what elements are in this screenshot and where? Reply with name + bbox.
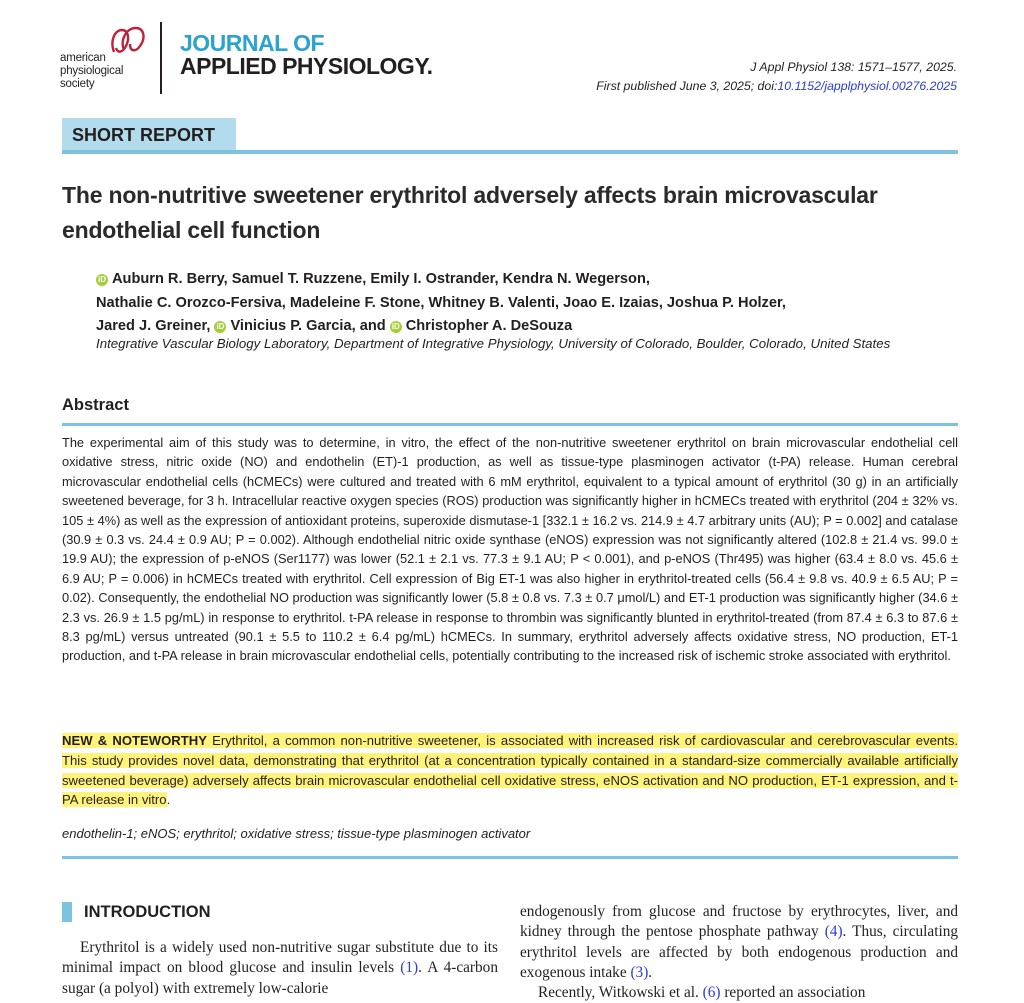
society-name-line: physiological bbox=[60, 65, 124, 77]
reference-link[interactable]: (4) bbox=[824, 923, 843, 941]
keywords: endothelin-1; eNOS; erythritol; oxidative stress; tissue-type plasminogen activator bbox=[62, 826, 531, 841]
author-list bbox=[96, 268, 956, 339]
noteworthy-end: . bbox=[166, 792, 171, 808]
new-and-noteworthy bbox=[62, 731, 958, 810]
reference-link[interactable]: (3) bbox=[630, 963, 649, 981]
author-names: Christopher A. DeSouza bbox=[405, 318, 573, 334]
journal-name-line-2: APPLIED PHYSIOLOGY. bbox=[180, 53, 433, 79]
noteworthy-label: NEW & NOTEWORTHY bbox=[62, 733, 207, 748]
orcid-icon[interactable]: iD bbox=[98, 275, 106, 284]
body-text: reported an association bbox=[720, 984, 866, 1002]
section-divider bbox=[62, 856, 958, 859]
orcid-icon[interactable]: iD bbox=[391, 322, 400, 331]
noteworthy-text: Erythritol, a common non-nutritive sweetener, is associated with increased risk of cardiovascular and cerebrovascular events. This study provides novel data, demonstrating that erythritol (at a concentration typically contained in a standard-size commercially available artificially sweetened beverage) adversely affects brain microvascular endothelial cell oxidative stress, eNOS activation and NO production, ET-1 expression, and t-PA release in vitro bbox=[62, 733, 959, 808]
society-name-line: american bbox=[60, 52, 106, 64]
paragraph bbox=[520, 983, 958, 1003]
article-type-label: SHORT REPORT bbox=[62, 118, 236, 153]
society-name bbox=[60, 52, 123, 91]
abstract-heading: Abstract bbox=[62, 396, 129, 414]
body-text: Erythritol is a widely used non-nutritive sugar substitute due to its minimal impact on blood glucose and insulin levels bbox=[62, 939, 498, 977]
intro-column-left bbox=[62, 938, 498, 999]
author-line bbox=[96, 268, 956, 292]
article-title: The non-nutritive sweetener erythritol adversely affects brain microvascular endothelial cell function bbox=[62, 182, 878, 243]
citation: J Appl Physiol 138: 1571–1577, 2025. bbox=[750, 60, 957, 74]
citation-block bbox=[596, 58, 957, 96]
body-text: Recently, Witkowski et al. bbox=[538, 984, 703, 1002]
author-names: Vinicius P. Garcia, and bbox=[230, 318, 386, 334]
journal-name-line-1: JOURNAL OF bbox=[180, 30, 325, 56]
orcid-icon[interactable]: iD bbox=[216, 322, 225, 331]
publication-info bbox=[596, 77, 957, 96]
published-date: First published June 3, 2025; doi: bbox=[596, 79, 778, 93]
body-text: . A 4-carbon sugar (a polyol) with extremely low-calorie bbox=[62, 959, 498, 997]
intro-column-right bbox=[520, 902, 958, 1003]
header-divider bbox=[160, 22, 162, 94]
reference-link[interactable]: (1) bbox=[400, 959, 419, 977]
body-text: . Thus, circulating erythritol levels are affected by both endogenous production and exogenous intake bbox=[520, 923, 958, 981]
society-name-line: society bbox=[60, 78, 95, 90]
body-text: endogenously from glucose and fructose by erythrocytes, liver, and kidney through the pentose phosphate pathway bbox=[520, 903, 958, 941]
author-names: Nathalie C. Orozco-Fersiva, Madeleine F. Stone, Whitney B. Valenti, Joao E. Izaias, Joshua P. Holzer, bbox=[96, 294, 786, 311]
doi-link[interactable]: 10.1152/japplphysiol.00276.2025 bbox=[777, 79, 957, 93]
journal-name bbox=[180, 32, 433, 78]
society-logo bbox=[60, 24, 156, 96]
section-divider bbox=[62, 423, 958, 426]
author-names: Auburn R. Berry, Samuel T. Ruzzene, Emily I. Ostrander, Kendra N. Wegerson, bbox=[112, 271, 650, 287]
abstract-text: The experimental aim of this study was to determine, in vitro, the effect of the non-nutritive sweetener erythritol on brain microvascular endothelial cell oxidative stress, nitric oxide (NO) and endothelin (ET)-1 production, as well as tissue-type plasminogen activator (t-PA) release. Human cerebral microvascular endothelial cells (hCMECs) were cultured and treated with 6 mM erythritol, equivalent to a typical amount of erythritol (30 g) in an artificially sweetened beverage, for 3 h. Intracellular reactive oxygen species (ROS) production was significantly higher in hCMECs treated with erythritol (204 ± 32% vs. 105 ± 4%) as well as the expression of antioxidant proteins, superoxide dismutase-1 [332.1 ± 16.2 vs. 214.9 ± 4.7 arbitrary units (AU); P = 0.002] and catalase (30.9 ± 0.3 vs. 24.4 ± 0.9 AU; P = 0.002). Although endothelial nitric oxide synthase (eNOS) expression was not significantly altered (102.8 ± 21.4 vs. 99.0 ± 19.9 AU); the expression of p-eNOS (Ser1177) was lower (52.1 ± 2.1 vs. 77.3 ± 9.1 AU; P < 0.001), and p-eNOS (Thr495) was higher (63.4 ± 8.0 vs. 45.6 ± 6.9 AU; P = 0.006) in hCMECs treated with erythritol. Cell expression of Big ET-1 was also higher in erythritol-treated cells (56.4 ± 9.8 vs. 40.9 ± 6.5 AU; P = 0.02). Consequently, the endothelial NO production was significantly lower (5.8 ± 0.8 vs. 7.3 ± 0.7 μmol/L) and ET-1 production was significantly higher (34.6 ± 2.3 vs. 26.9 ± 1.5 pg/mL) in response to erythritol. t-PA release in response to thrombin was significantly blunted in erythritol-treated (from 87.4 ± 6.3 to 87.6 ± 8.3 pg/mL) versus untreated (90.1 ± 5.5 to 110.2 ± 6.4 pg/mL) hCMECs. In summary, erythritol adversely affects oxidative stress, NO production, ET-1 production, and t-PA release in brain microvascular endothelial cells, potentially contributing to the increased risk of ischemic stroke associated with erythritol. bbox=[62, 435, 958, 664]
body-text: . bbox=[648, 963, 653, 981]
affiliation: Integrative Vascular Biology Laboratory, Department of Integrative Physiology, University of Colorado, Boulder, Colorado, United States bbox=[96, 336, 891, 351]
introduction-heading: INTRODUCTION bbox=[84, 903, 211, 921]
author-names: Jared J. Greiner, bbox=[96, 318, 211, 334]
reference-link[interactable]: (6) bbox=[702, 984, 721, 1002]
highlighted-text bbox=[62, 733, 958, 807]
section-divider bbox=[62, 150, 958, 154]
paragraph bbox=[520, 902, 958, 983]
heading-marker bbox=[62, 902, 72, 922]
